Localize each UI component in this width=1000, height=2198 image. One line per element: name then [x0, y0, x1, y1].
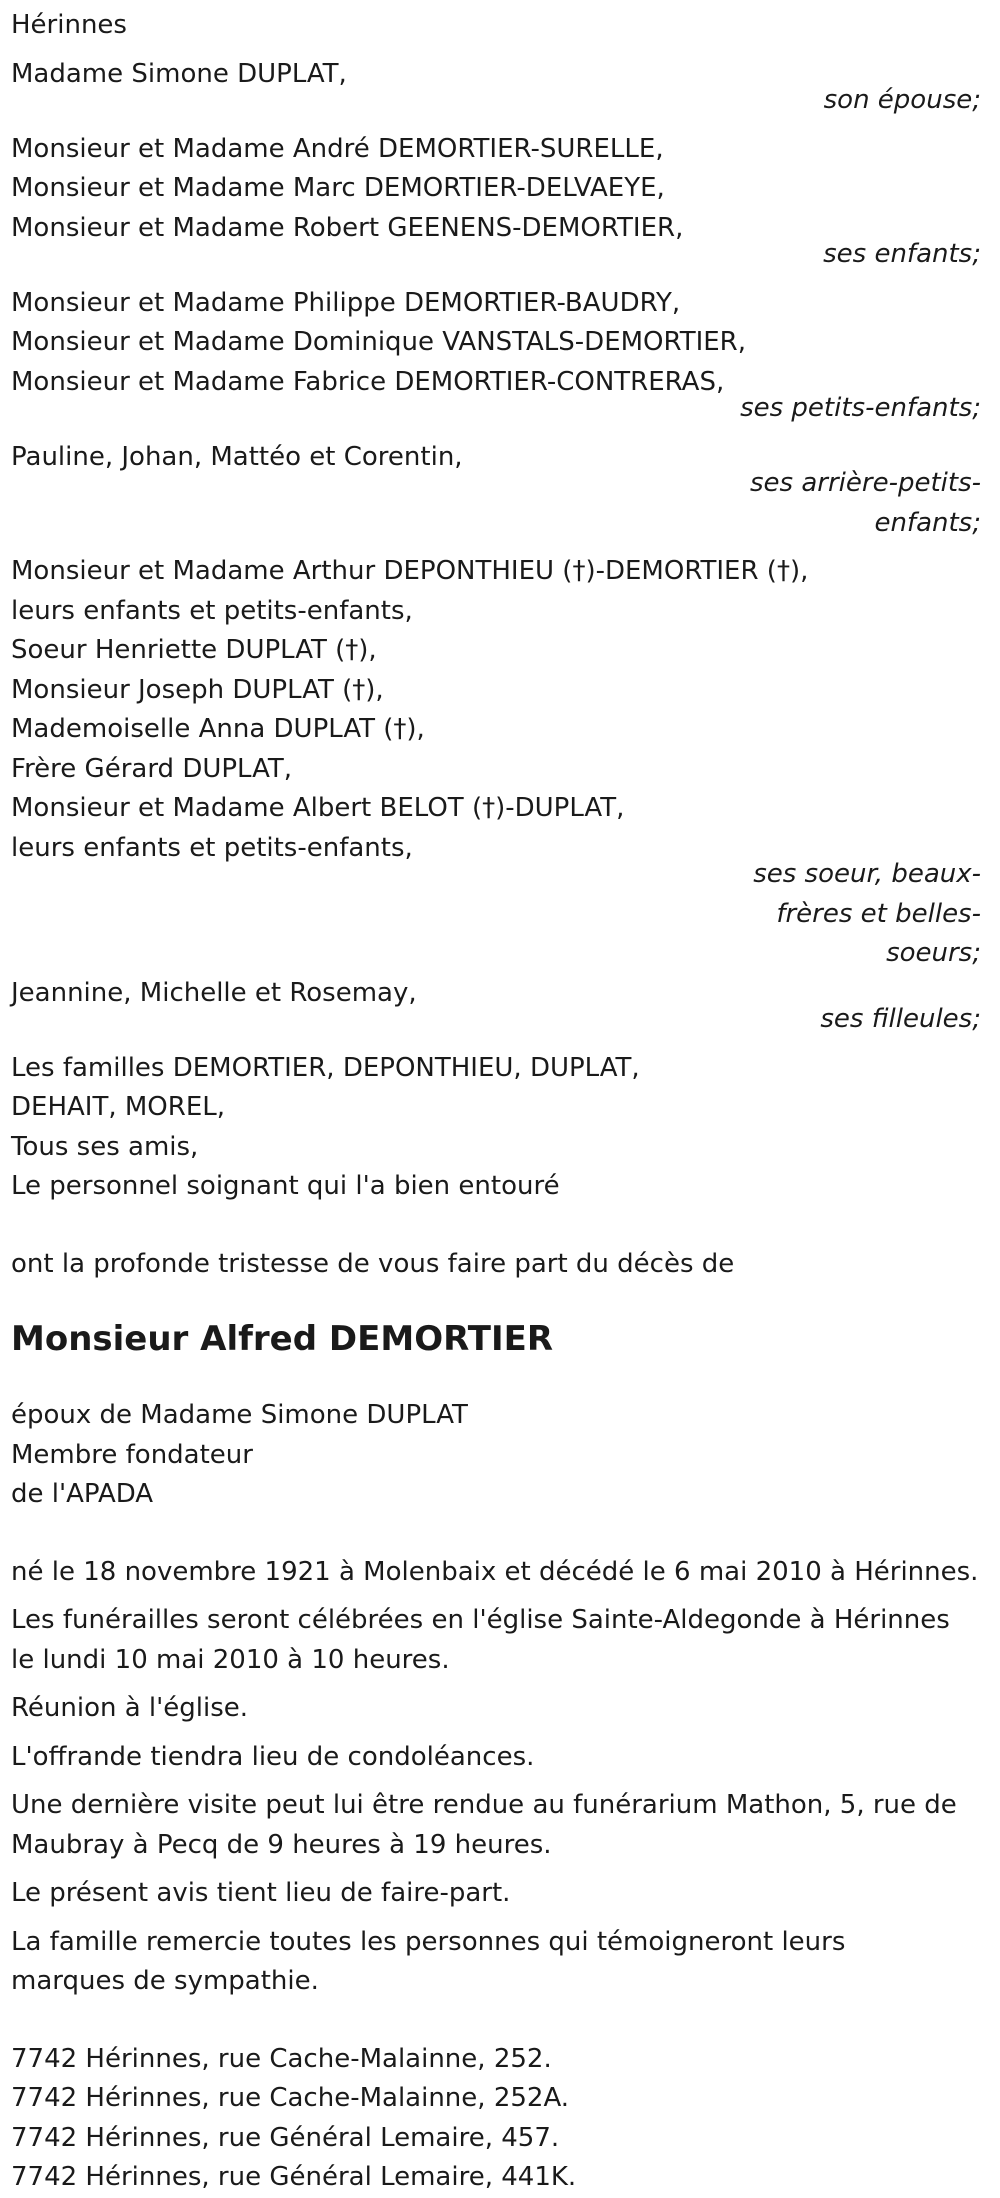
family-group-siblings — [11, 552, 981, 974]
address-line: 7742 Hérinnes, rue Général Lemaire, 457. — [11, 2122, 560, 2153]
family-group-children — [11, 130, 981, 275]
relation-label: son épouse; — [823, 85, 981, 115]
details-paragraph — [11, 1689, 981, 1729]
family-line: Monsieur et Madame Philippe DEMORTIER-BAUDRY, — [11, 287, 681, 318]
family-line: Monsieur et Madame Albert BELOT (†)-DUPLAT, — [11, 793, 625, 823]
title-line: Membre fondateur — [11, 1439, 253, 1470]
obituary-notice — [11, 6, 981, 2198]
family-line: Monsieur et Madame Marc DEMORTIER-DELVAEYE, — [11, 173, 665, 203]
details-paragraph — [11, 1923, 981, 2002]
details-line: La famille remercie toutes les personnes qui témoigneront leurs — [11, 1926, 846, 1957]
details-line: né le 18 novembre 1921 à Molenbaix et décédé le 6 mai 2010 à Hérinnes. — [11, 1556, 979, 1587]
mourner-line: Tous ses amis, — [11, 1131, 199, 1162]
family-group-great-grandchildren — [11, 438, 981, 544]
family-group-goddaughters — [11, 974, 981, 1040]
family-group-grandchildren — [11, 284, 981, 429]
announcement-text: ont la profonde tristesse de vous faire part du décès de — [11, 1248, 735, 1279]
family-group-spouse — [11, 55, 981, 121]
relation-label: enfants; — [874, 507, 981, 538]
details-line: marques de sympathie. — [11, 1966, 319, 1996]
relation-label: ses arrière-petits- — [750, 468, 981, 498]
deceased-titles — [11, 1396, 981, 1515]
details-line: Maubray à Pecq de 9 heures à 19 heures. — [11, 1829, 552, 1860]
details-paragraph — [11, 1786, 981, 1865]
deceased-name: Monsieur Alfred DEMORTIER — [11, 1319, 554, 1359]
family-line: Madame Simone DUPLAT, — [11, 58, 347, 89]
family-line: leurs enfants et petits-enfants, — [11, 832, 413, 863]
details-paragraph — [11, 1874, 981, 1914]
family-line: Monsieur et Madame Robert GEENENS-DEMORTIER, — [11, 212, 684, 243]
details-paragraph — [11, 1738, 981, 1778]
details-paragraph — [11, 1601, 981, 1680]
relation-label: frères et belles- — [776, 898, 981, 929]
address-line: 7742 Hérinnes, rue Cache-Malainne, 252A. — [11, 2083, 570, 2113]
other-mourners — [11, 1049, 981, 1207]
family-line: Monsieur et Madame Arthur DEPONTHIEU (†)-DEMORTIER (†), — [11, 556, 809, 586]
family-line: Pauline, Johan, Mattéo et Corentin, — [11, 441, 463, 472]
family-line: Monsieur et Madame Dominique VANSTALS-DEMORTIER, — [11, 327, 746, 357]
family-line: Monsieur et Madame André DEMORTIER-SURELLE, — [11, 133, 664, 164]
title-line: époux de Madame Simone DUPLAT — [11, 1400, 468, 1430]
family-line: Mademoiselle Anna DUPLAT (†), — [11, 714, 425, 744]
details-line: Une dernière visite peut lui être rendue au funérarium Mathon, 5, rue de — [11, 1790, 957, 1820]
relation-label: ses enfants; — [823, 239, 981, 269]
details-paragraph — [11, 1553, 981, 1593]
mourner-line: DEHAIT, MOREL, — [11, 1092, 226, 1122]
family-line: Soeur Henriette DUPLAT (†), — [11, 635, 377, 665]
family-line: Monsieur et Madame Fabrice DEMORTIER-CONTRERAS, — [11, 366, 725, 397]
family-line: Monsieur Joseph DUPLAT (†), — [11, 674, 384, 705]
relation-label: ses petits-enfants; — [740, 393, 981, 423]
details-line: Réunion à l'église. — [11, 1693, 249, 1723]
family-line: leurs enfants et petits-enfants, — [11, 595, 413, 626]
address-line: 7742 Hérinnes, rue Cache-Malainne, 252. — [11, 2043, 552, 2074]
mourner-line: Les familles DEMORTIER, DEPONTHIEU, DUPLAT, — [11, 1052, 640, 1083]
details-line: Le présent avis tient lieu de faire-part. — [11, 1878, 511, 1908]
relation-label: ses filleules; — [820, 1004, 981, 1034]
addresses — [11, 2040, 981, 2198]
details-line: Les funérailles seront célébrées en l'église Sainte-Aldegonde à Hérinnes — [11, 1605, 950, 1635]
relation-label: soeurs; — [886, 938, 981, 968]
details-line: L'offrande tiendra lieu de condoléances. — [11, 1741, 535, 1772]
relation-label: ses soeur, beaux- — [753, 859, 981, 889]
details-line: le lundi 10 mai 2010 à 10 heures. — [11, 1644, 450, 1675]
family-line: Jeannine, Michelle et Rosemay, — [11, 977, 417, 1008]
address-line: 7742 Hérinnes, rue Général Lemaire, 441K. — [11, 2162, 577, 2192]
mourner-line: Le personnel soignant qui l'a bien entouré — [11, 1171, 560, 1201]
family-line: Frère Gérard DUPLAT, — [11, 753, 293, 784]
title-line: de l'APADA — [11, 1479, 154, 1509]
location-heading: Hérinnes — [11, 10, 127, 40]
